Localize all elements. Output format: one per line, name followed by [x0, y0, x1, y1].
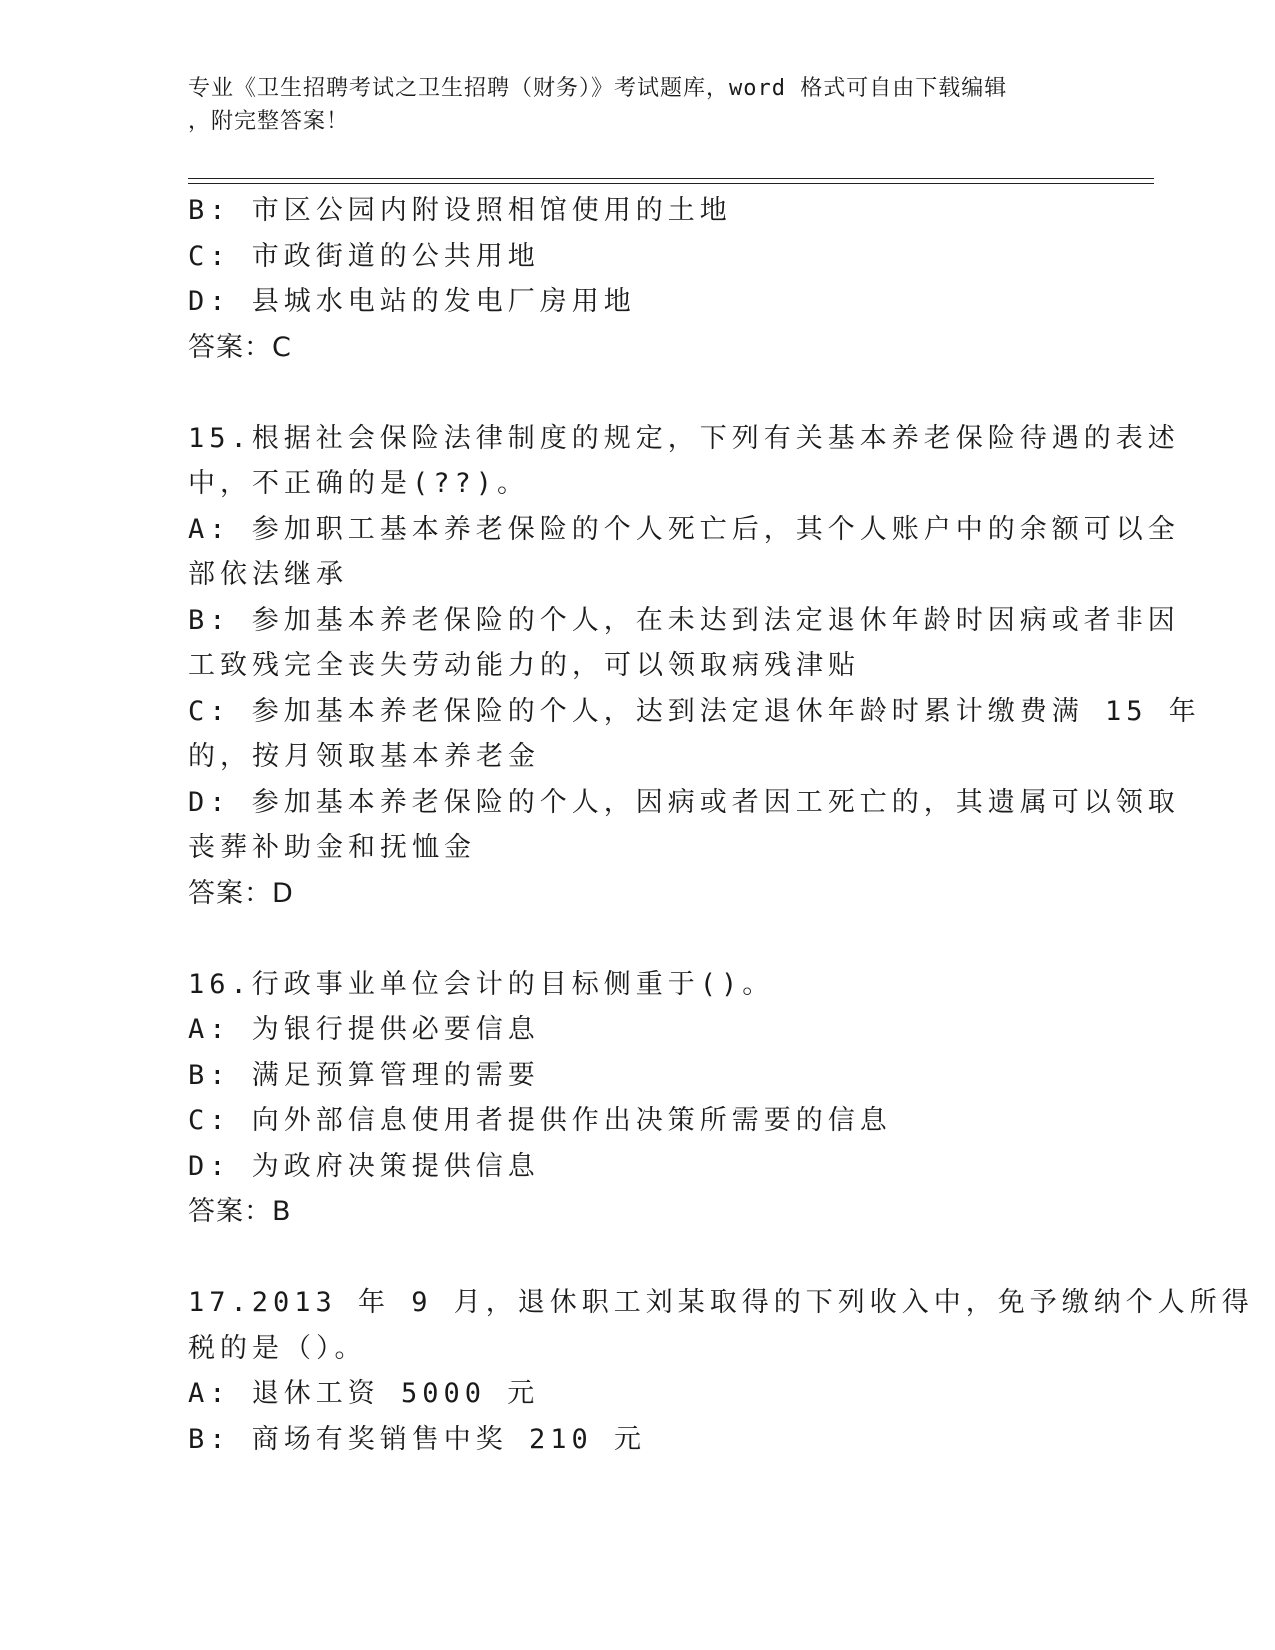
spacer	[188, 916, 1088, 962]
option-c: C: 市政街道的公共用地	[188, 240, 540, 272]
option-a: A: 退休工资 5000 元	[188, 1378, 540, 1409]
option-a: A: 为银行提供必要信息	[188, 1014, 540, 1045]
option-b: B: 商场有奖销售中奖 210 元	[188, 1423, 647, 1455]
spacer	[188, 1235, 1088, 1281]
option-d: D: 为政府决策提供信息	[188, 1150, 540, 1182]
question-stem: 17.2013 年 9 月，退休职工刘某取得的下列收入中，免予缴纳个人所得	[188, 1287, 1254, 1318]
question-14	[188, 188, 1088, 370]
question-stem-cont: 中，不正确的是(??)。	[188, 468, 530, 499]
question-17	[188, 1280, 1254, 1462]
option-d: D: 县城水电站的发电厂房用地	[188, 286, 636, 317]
option-b: B: 满足预算管理的需要	[188, 1059, 540, 1091]
option-c: C: 参加基本养老保险的个人，达到法定退休年龄时累计缴费满 15 年	[188, 695, 1201, 727]
answer: 答案：D	[188, 877, 294, 909]
header-divider-bottom	[188, 183, 1154, 184]
option-b: B: 参加基本养老保险的个人，在未达到法定退休年龄时因病或者非因	[188, 604, 1180, 636]
header-divider-top	[188, 178, 1154, 179]
option-b: B: 市区公园内附设照相馆使用的土地	[188, 195, 732, 226]
question-stem: 16.行政事业单位会计的目标侧重于()。	[188, 968, 775, 1000]
spacer	[188, 370, 1088, 416]
option-d: D: 参加基本养老保险的个人，因病或者因工死亡的，其遗属可以领取	[188, 786, 1180, 818]
question-stem-cont: 税的是（）。	[188, 1332, 367, 1364]
option-a-cont: 部依法继承	[188, 559, 348, 590]
option-d-cont: 丧葬补助金和抚恤金	[188, 832, 476, 863]
option-c: C: 向外部信息使用者提供作出决策所需要的信息	[188, 1105, 892, 1136]
question-16	[188, 962, 1088, 1235]
header-line-1: 专业《卫生招聘考试之卫生招聘（财务）》考试题库，word 格式可自由下载编辑	[188, 76, 1008, 101]
option-a: A: 参加职工基本养老保险的个人死亡后，其个人账户中的余额可以全	[188, 513, 1180, 545]
document-body	[188, 188, 1254, 1462]
answer: 答案：C	[188, 331, 292, 363]
header-line-2: ，附完整答案！	[188, 109, 350, 134]
question-stem: 15.根据社会保险法律制度的规定，下列有关基本养老保险待遇的表述	[188, 422, 1180, 454]
option-b-cont: 工致残完全丧失劳动能力的，可以领取病残津贴	[188, 650, 860, 681]
option-c-cont: 的，按月领取基本养老金	[188, 741, 540, 772]
question-15	[188, 416, 1201, 917]
answer: 答案：B	[188, 1196, 292, 1227]
document-header	[188, 72, 1068, 138]
